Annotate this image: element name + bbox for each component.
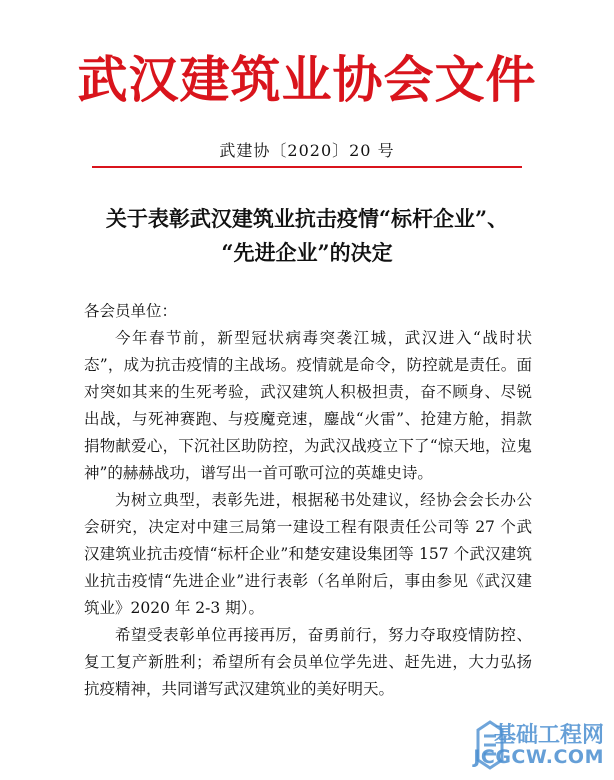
document-title — [60, 202, 554, 270]
watermark-name-en: JCGCW.COM — [473, 746, 604, 768]
paragraph-1: 今年春节前，新型冠状病毒突袭江城，武汉进入“战时状态”，成为抗击疫情的主战场。疫情就是命令，防控就是责任。面对突如其来的生死考验，武汉建筑人积极担责，奋不顾身、尽锐出战，与死神赛跑、与疫魔竞速，鏖战“火雷”、抢建方舱，捐款捐物献爱心，下沉社区助防控，为武汉战疫立下了“惊天地，泣鬼神”的赫赫战功，谱写出一首可歌可泣的英雄史诗。 — [84, 329, 532, 482]
red-divider — [92, 166, 522, 168]
paragraph-3: 希望受表彰单位再接再厉，奋勇前行，努力夺取疫情防控、复工复产新胜利；希望所有会员单位学先进、赶先进，大力弘扬抗疫精神，共同谱写武汉建筑业的美好明天。 — [84, 626, 532, 698]
site-watermark — [473, 718, 610, 776]
salutation: 各会员单位： — [84, 302, 178, 320]
watermark-name-cn: 基础工程网 — [493, 723, 604, 748]
document-masthead: 武汉建筑业协会文件 — [77, 51, 537, 109]
title-line-1: 关于表彰武汉建筑业抗击疫情“标杆企业”、 — [105, 206, 509, 231]
document-body — [84, 298, 532, 703]
document-number: 武建协〔2020〕20 号 — [219, 141, 395, 160]
title-line-2: “先进企业”的决定 — [221, 240, 393, 265]
paragraph-2: 为树立典型，表彰先进，根据秘书处建议，经协会会长办公会研究，决定对中建三局第一建设工程有限责任公司等 27 个武汉建筑业抗击疫情“标杆企业”和楚安建设集团等 157 个武汉建筑业抗击疫情“先进企业”进行表彰（名单附后，事由参见《武汉建筑业》2020 年 2-3 期）。 — [84, 491, 532, 617]
